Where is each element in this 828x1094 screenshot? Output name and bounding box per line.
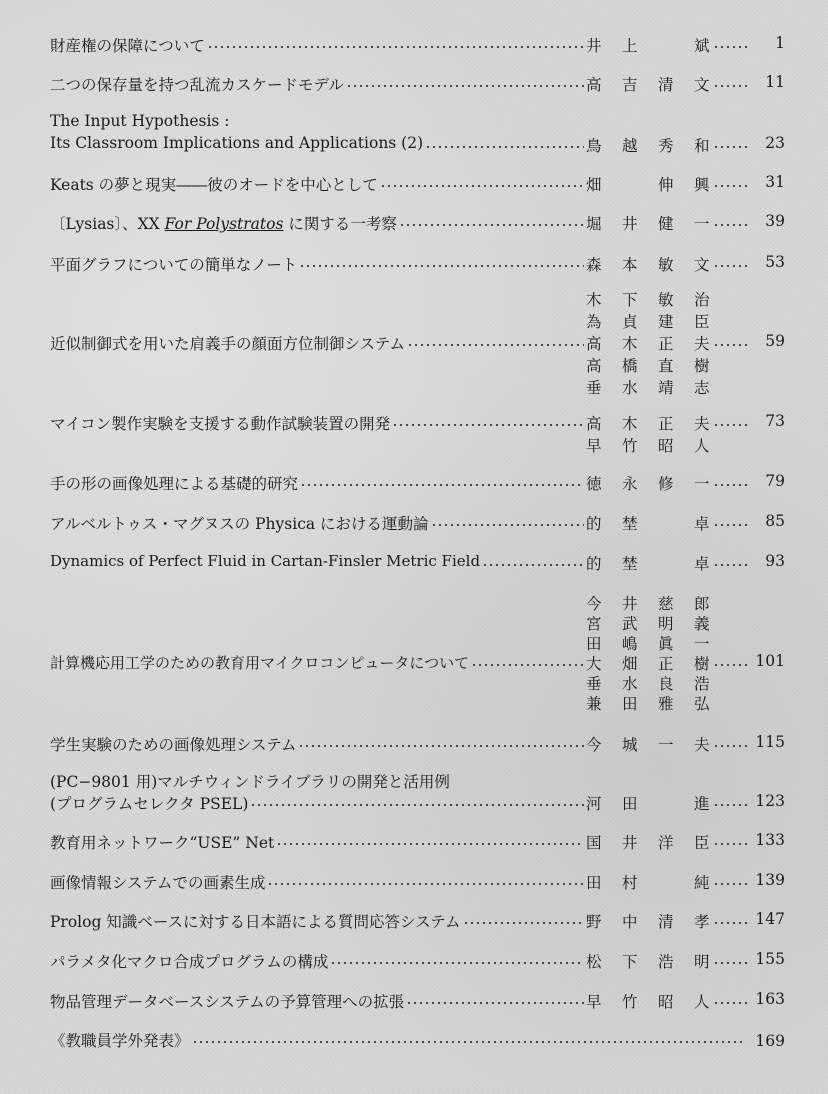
author-name: 野 中 清 孝: [586, 913, 710, 931]
author-name: 松 下 浩 明: [586, 953, 710, 971]
entry-title: 計算機応用工学のための教育用マイクロコンピュータについて: [50, 654, 470, 672]
entry-title: (PC−9801 用)マルチウィンドライブラリの開発と活用例: [50, 773, 450, 791]
entry-title: Keats の夢と現実――彼のオードを中心として: [50, 176, 378, 194]
entry-title: 画像情報システムでの画素生成: [50, 874, 266, 892]
author-name: 宮 武 明 義: [586, 615, 710, 633]
toc-entry: [50, 112, 785, 156]
entry-title: 財産権の保障について: [50, 37, 205, 55]
page-number: 155: [755, 950, 785, 968]
author-name: 兼 田 雅 弘: [586, 695, 710, 713]
entry-title: 教育用ネットワーク“USE” Net: [50, 834, 275, 852]
entry-title: 二つの保存量を持つ乱流カスケードモデル: [50, 76, 344, 94]
author-name: 早 竹 昭 人: [586, 993, 710, 1011]
entry-title: 近似制御式を用いた肩義手の顔面方位制御システム: [50, 335, 405, 353]
page-number: 139: [755, 871, 785, 889]
entry-title: Prolog 知識ベースに対する日本語による質問応答システム: [50, 913, 461, 931]
author-name: 鳥 越 秀 和: [586, 137, 710, 155]
entry-title: 平面グラフについての簡単なノート: [50, 256, 298, 274]
page-number: 1: [775, 34, 785, 52]
toc-entry: [50, 831, 785, 853]
author-name: 的 埜 卓: [586, 555, 710, 573]
page-number: 73: [765, 412, 785, 430]
page-number: 85: [765, 512, 785, 530]
page-number: 23: [765, 134, 785, 152]
entry-title-line2: (プログラムセレクタ PSEL): [50, 795, 249, 813]
toc-entry: [50, 253, 785, 275]
entry-title: 物品管理データベースシステムの予算管理への拡張: [50, 993, 405, 1011]
author-name: 高 木 正 夫: [586, 335, 710, 353]
entry-title: 〔Lysias〕、XX For Polystratos に関する一考察: [50, 215, 397, 233]
author-name: 為 貞 建 臣: [586, 313, 710, 331]
author-name: 早 竹 昭 人: [586, 437, 710, 455]
entry-title: 学生実験のための画像処理システム: [50, 736, 297, 754]
page-number: 115: [755, 733, 785, 751]
author-name: 国 井 洋 臣: [586, 834, 710, 852]
toc-entry: [50, 512, 785, 534]
toc-entry: [50, 34, 785, 56]
author-name: 垂 水 良 浩: [586, 675, 710, 693]
page-number: 169: [755, 1032, 785, 1050]
author-name: 田 嶋 眞 一: [586, 635, 710, 653]
entry-title: アルベルトゥス・マグヌスの Physica における運動論: [50, 515, 429, 533]
toc-entry: [50, 212, 785, 234]
page-number: 147: [755, 910, 785, 928]
author-name: 的 埜 卓: [586, 515, 710, 533]
title-italic: For Polystratos: [164, 215, 284, 233]
author-name: 堀 井 健 一: [586, 215, 710, 233]
entry-title-line2: Its Classroom Implications and Applications (2): [50, 134, 424, 152]
page-number: 101: [755, 652, 785, 670]
author-name: 徳 永 修 一: [586, 475, 710, 493]
author-name: 垂 水 靖 志: [586, 379, 710, 397]
toc-entry: [50, 950, 785, 972]
page-number: 133: [755, 831, 785, 849]
entry-title: Dynamics of Perfect Fluid in Cartan-Finsler Metric Field: [50, 552, 481, 570]
author-name: 高 木 正 夫: [586, 415, 710, 433]
page-number: 11: [765, 73, 785, 91]
page-number: 123: [755, 792, 785, 810]
toc-entry: [50, 910, 785, 932]
toc-entry: [50, 871, 785, 893]
entry-title: 《教職員学外発表》: [50, 1032, 190, 1050]
author-name: 木 下 敏 治: [586, 291, 710, 309]
author-name: 森 本 敏 文: [586, 256, 710, 274]
toc-entry: [50, 733, 785, 755]
toc-entry: [50, 770, 785, 814]
toc-entry: [50, 472, 785, 494]
entry-title: 手の形の画像処理による基礎的研究: [50, 475, 299, 493]
author-name: 高 吉 清 文: [586, 76, 710, 94]
author-name: 井 上 斌: [586, 37, 710, 55]
page-number: 39: [765, 212, 785, 230]
page-number: 163: [755, 990, 785, 1008]
author-name: 高 橋 直 樹: [586, 357, 710, 375]
toc-entry: [50, 552, 785, 574]
entry-title: The Input Hypothesis :: [50, 112, 230, 130]
page-number: 59: [765, 332, 785, 350]
author-name: 今 井 慈 郎: [586, 595, 710, 613]
toc-entry: [50, 1029, 785, 1051]
author-name: 今 城 一 夫: [586, 736, 710, 754]
author-name: 田 村 純: [586, 874, 710, 892]
page-number: 53: [765, 253, 785, 271]
author-name: 河 田 進: [586, 795, 710, 813]
toc-entry: [50, 990, 785, 1012]
page-number: 93: [765, 552, 785, 570]
entry-title: マイコン製作実験を支援する動作試験装置の開発: [50, 415, 391, 433]
toc-entry: [50, 173, 785, 195]
toc-entry: [50, 73, 785, 95]
entry-title: パラメタ化マクロ合成プログラムの構成: [50, 953, 329, 971]
author-name: 畑 伸 興: [586, 176, 710, 194]
page-number: 79: [765, 472, 785, 490]
page-number: 31: [765, 173, 785, 191]
author-name: 大 畑 正 樹: [586, 655, 710, 673]
